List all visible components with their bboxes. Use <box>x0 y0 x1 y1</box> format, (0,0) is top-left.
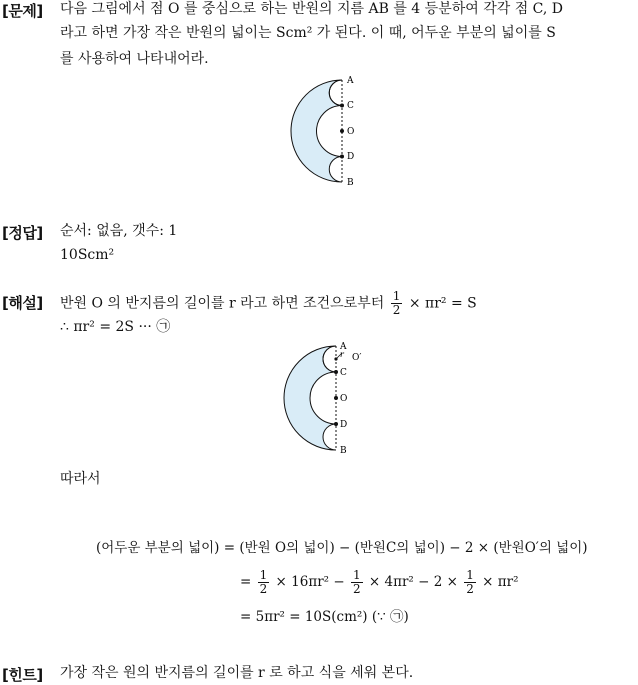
problem-figure <box>290 72 370 190</box>
sol-figure-label-r: r <box>340 350 344 359</box>
figure-label-o: O <box>347 127 355 137</box>
eq2-frac-1: $\frac{1}{2}$ <box>259 568 268 596</box>
answer-tag: [정답] <box>2 224 43 242</box>
solution-line-1-expr: × πr² = S <box>408 295 477 312</box>
sol-figure-label-o-prime: O′ <box>352 353 362 363</box>
eq2-frac-2: $\frac{1}{2}$ <box>352 568 361 596</box>
solution-line-1 <box>60 290 477 317</box>
problem-tag: [문제] <box>2 2 43 20</box>
figure-label-a: A <box>347 76 354 86</box>
sol-figure-label-a: A <box>340 342 347 352</box>
sol-figure-label-c: C <box>340 368 347 378</box>
solution-half-fraction: $\frac{1}{2}$ <box>392 289 401 317</box>
sol-figure-label-d: D <box>340 420 348 430</box>
problem-line-2: 라고 하면 가장 작은 반원의 넓이는 Scm² 가 된다. 이 때, 어두운 부분의 넓이를 S <box>60 25 556 41</box>
hint-tag: [힌트] <box>2 666 43 684</box>
solution-equation-line-3: = 5πr² = 10S(cm²) (∵ ㉠) <box>240 609 409 625</box>
solution-therefore: 따라서 <box>60 471 101 487</box>
figure-label-d: D <box>347 152 355 162</box>
answer-value: 10Scm² <box>60 247 115 263</box>
solution-line-2: ∴ πr² = 2S ··· ㉠ <box>60 319 171 335</box>
problem-line-1: 다음 그림에서 점 O 를 중심으로 하는 반원의 지름 AB 를 4 등분하여 각각 점 C, D <box>60 1 564 17</box>
sol-figure-label-b: B <box>340 446 347 456</box>
solution-line-1-text: 반원 O 의 반지름의 길이를 r 라고 하면 조건으로부터 <box>60 295 385 312</box>
solution-tag: [해설] <box>2 294 43 312</box>
problem-line-3: 를 사용하여 나타내어라. <box>60 51 209 67</box>
hint-text: 가장 작은 원의 반지름의 길이를 r 로 하고 식을 세워 본다. <box>60 665 414 681</box>
eq2-frac-3: $\frac{1}{2}$ <box>466 568 474 596</box>
solution-equation-line-1: (어두운 부분의 넓이) = (반원 O의 넓이) − (반원C의 넓이) − 2 × (반원O′의 넓이) <box>96 540 588 556</box>
figure-label-b: B <box>347 178 354 188</box>
sol-figure-label-o: O <box>340 394 348 404</box>
figure-label-c: C <box>347 101 354 111</box>
answer-order-line: 순서: 없음, 갯수: 1 <box>60 223 178 239</box>
solution-equation-line-2: = $\frac{1}{2}$ × 16πr² − $\frac{1}{2}$ × 4πr² − 2 × $\frac{1}{2}$ × πr² <box>240 568 519 596</box>
solution-figure <box>280 338 380 456</box>
